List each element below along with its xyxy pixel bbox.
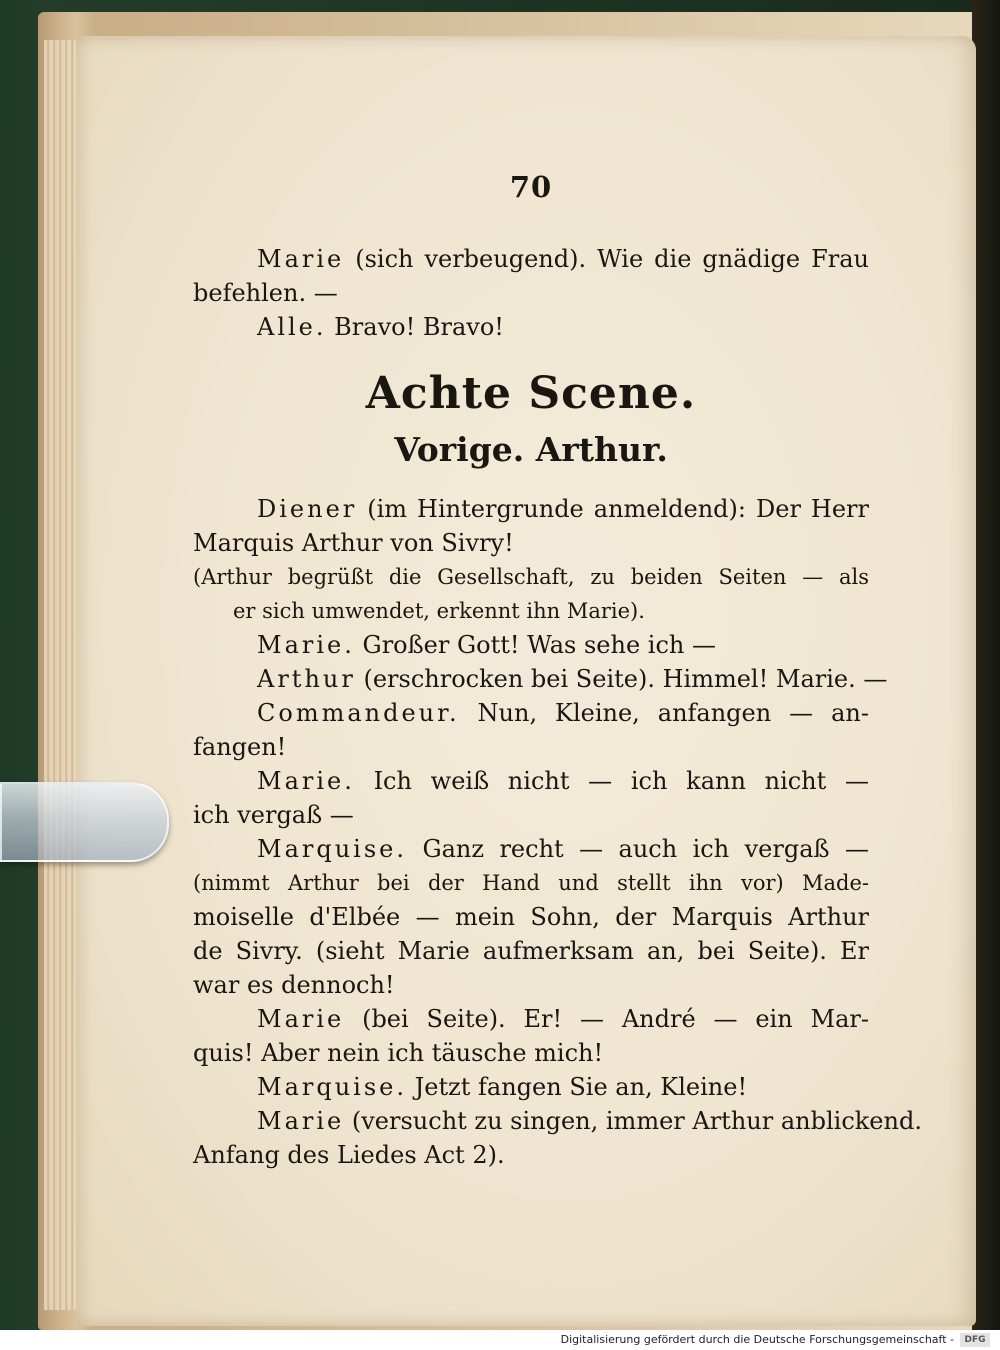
line-text: er sich umwendet, erkennt ihn Marie). — [233, 599, 645, 623]
speaker-name: Marquise. — [257, 1073, 407, 1101]
line-text: Marquis Arthur von Sivry! — [193, 529, 514, 557]
line-text: Anfang des Liedes Act 2). — [193, 1141, 505, 1169]
line-text: de Sivry. (sieht Marie aufmerksam an, bei Seite). Er — [193, 937, 869, 965]
page-number: 70 — [509, 170, 553, 204]
speaker-name: Marie — [257, 1005, 345, 1033]
text-line — [193, 1070, 869, 1104]
text-line — [193, 310, 869, 344]
text-line — [193, 764, 869, 798]
stage-direction — [193, 594, 869, 628]
line-text: Großer Gott! Was sehe ich — — [362, 631, 716, 659]
speaker-name: Diener — [257, 495, 358, 523]
text-line — [193, 628, 869, 662]
text-block-opening — [193, 242, 869, 344]
scan-dark-margin — [972, 0, 1000, 1330]
line-text: befehlen. — — [193, 279, 338, 307]
text-line — [193, 242, 869, 276]
line-text: Ich weiß nicht — ich kann nicht — — [373, 767, 869, 795]
stage-direction — [193, 866, 869, 900]
line-text: (versucht zu singen, immer Arthur anblickend. — [351, 1107, 922, 1135]
text-block-scene — [193, 492, 922, 1172]
stage-direction — [193, 560, 869, 594]
footer-credit: Digitalisierung gefördert durch die Deutsche Forschungsgemeinschaft - — [560, 1333, 954, 1346]
text-line — [193, 934, 869, 968]
text-line — [193, 492, 869, 526]
text-line — [193, 900, 869, 934]
line-text: Nun, Kleine, anfangen — an- — [477, 699, 869, 727]
line-text: fangen! — [193, 733, 287, 761]
speaker-name: Commandeur. — [257, 699, 460, 727]
line-text: moiselle d'Elbée — mein Sohn, der Marquis Arthur — [193, 903, 869, 931]
digitization-footer — [0, 1330, 1000, 1350]
line-text: (Arthur begrüßt die Gesellschaft, zu beiden Seiten — als — [193, 565, 869, 589]
speaker-name: Marie. — [257, 767, 355, 795]
speaker-name: Marquise. — [257, 835, 407, 863]
text-line — [193, 1002, 869, 1036]
scene-characters: Vorige. Arthur. — [394, 430, 668, 469]
text-line — [193, 276, 869, 310]
line-text: war es dennoch! — [193, 971, 395, 999]
line-text: (nimmt Arthur bei der Hand und stellt ihn vor) Made- — [193, 871, 869, 895]
line-text: quis! Aber nein ich täusche mich! — [193, 1039, 604, 1067]
speaker-name: Marie — [257, 1107, 345, 1135]
text-line — [193, 1104, 922, 1138]
line-text: (erschrocken bei Seite). Himmel! Marie. — — [363, 665, 888, 693]
text-line — [193, 696, 869, 730]
text-line — [193, 526, 869, 560]
page-holder-clip — [0, 782, 169, 862]
speaker-name: Arthur — [257, 665, 356, 693]
speaker-name: Alle. — [257, 313, 327, 341]
line-text: Jetzt fangen Sie an, Kleine! — [414, 1073, 748, 1101]
line-text: (sich verbeugend). Wie die gnädige Frau — [355, 245, 869, 273]
text-line — [193, 798, 869, 832]
text-line — [193, 730, 869, 764]
line-text: (im Hintergrunde anmeldend): Der Herr — [367, 495, 869, 523]
text-line — [193, 1138, 869, 1172]
text-line — [193, 968, 869, 1002]
text-line — [193, 832, 869, 866]
dfg-logo: DFG — [960, 1333, 990, 1347]
text-line — [193, 1036, 869, 1070]
line-text: Bravo! Bravo! — [334, 313, 504, 341]
line-text: ich vergaß — — [193, 801, 354, 829]
scene-title: Achte Scene. — [365, 368, 697, 419]
line-text: (bei Seite). Er! — André — ein Mar- — [362, 1005, 869, 1033]
speaker-name: Marie. — [257, 631, 355, 659]
speaker-name: Marie — [257, 245, 345, 273]
text-line — [193, 662, 888, 696]
line-text: Ganz recht — auch ich vergaß — — [422, 835, 869, 863]
